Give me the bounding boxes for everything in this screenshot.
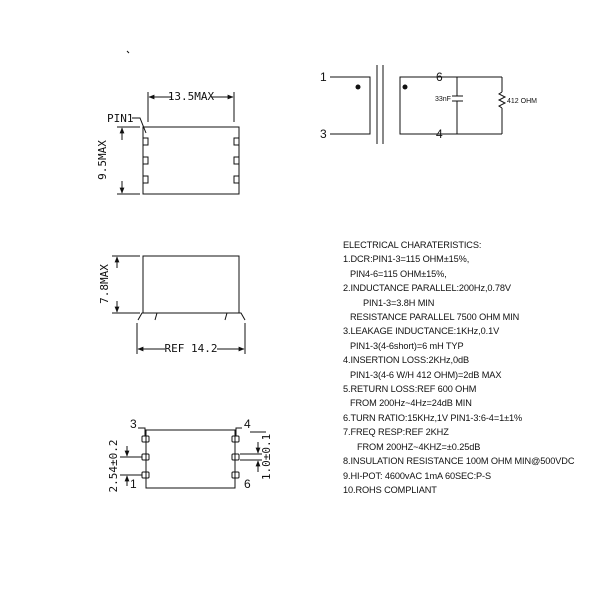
bottom-view-body [146,430,235,488]
resistor-value: 412 OHM [507,98,537,105]
pitch-dimension-label: 2.54±0.2 [107,439,120,493]
top-pin [234,138,239,145]
pin1-leader [132,118,146,133]
spec-line: 2.INDUCTANCE PARALLEL:200Hz,0.78V [343,283,511,294]
primary-winding [330,77,370,134]
bottom-pin-6-label: 6 [244,477,251,491]
schematic [330,65,505,144]
capacitor-value: 33nF [435,96,451,103]
width-dimension-label: 13.5MAX [167,90,215,103]
top-pin [143,157,148,164]
top-view-body [143,127,239,194]
top-pin [143,138,148,145]
top-pin [234,176,239,183]
spec-line: 10.ROHS COMPLIANT [343,484,437,495]
height-dimension-label: 9.5MAX [96,140,109,180]
spec-line: 1.DCR:PIN1-3=115 OHM±15%, [343,254,470,265]
pad-dimension-label: 1.0±0.1 [260,433,273,481]
spec-line: PIN4-6=115 OHM±15%, [350,268,447,279]
schematic-pin-4-label: 4 [436,127,443,141]
spec-line: 9.HI-POT: 4600vAC 1mA 60SEC:P-S [343,470,492,481]
spec-line: 4.INSERTION LOSS:2KHz,0dB [343,355,470,366]
electrical-characteristics [343,238,593,497]
spec-line: 5.RETURN LOSS:REF 600 OHM [343,384,477,395]
spec-line: PIN1-3=3.8H MIN [363,297,435,308]
top-pin [143,176,148,183]
top-view [117,51,239,194]
bottom-pin-1-label: 1 [130,477,137,491]
pin1-label: PIN1 [107,112,134,125]
spec-line: 3.LEAKAGE INDUCTANCE:1KHz,0.1V [343,326,500,337]
bottom-pin-4-label: 4 [244,417,251,431]
spec-line: PIN1-3(4-6short)=6 mH TYP [350,340,464,351]
spec-line: 6.TURN RATIO:15KHz,1V PIN1-3:6-4=1±1% [343,412,523,423]
spec-line: RESISTANCE PARALLEL 7500 OHM MIN [350,312,520,323]
polarity-dot [356,85,361,90]
spec-line: FROM 200HZ~4KHZ=±0.25dB [357,441,481,452]
side-view [112,256,245,354]
spec-line: PIN1-3(4-6 W/H 412 OHM)=2dB MAX [350,369,502,380]
spec-line: 7.FREQ RESP:REF 2KHZ [343,427,449,438]
schematic-pin-6-label: 6 [436,70,443,84]
schematic-pin-1-label: 1 [320,70,327,84]
side-height-label: 7.8MAX [98,264,111,304]
resistor [499,92,505,108]
spec-line: 8.INSULATION RESISTANCE 100M OHM MIN@500VDC [343,456,575,467]
side-view-body [143,256,239,313]
spec-line: FROM 200Hz~4Hz=24dB MIN [350,398,472,409]
schematic-pin-3-label: 3 [320,127,327,141]
polarity-dot [403,85,408,90]
ref-length-label: REF 14.2 [164,342,218,355]
bottom-pin-3-label: 3 [130,417,137,431]
spec-heading: ELECTRICAL CHARATERISTICS: [343,240,482,250]
top-pin [234,157,239,164]
